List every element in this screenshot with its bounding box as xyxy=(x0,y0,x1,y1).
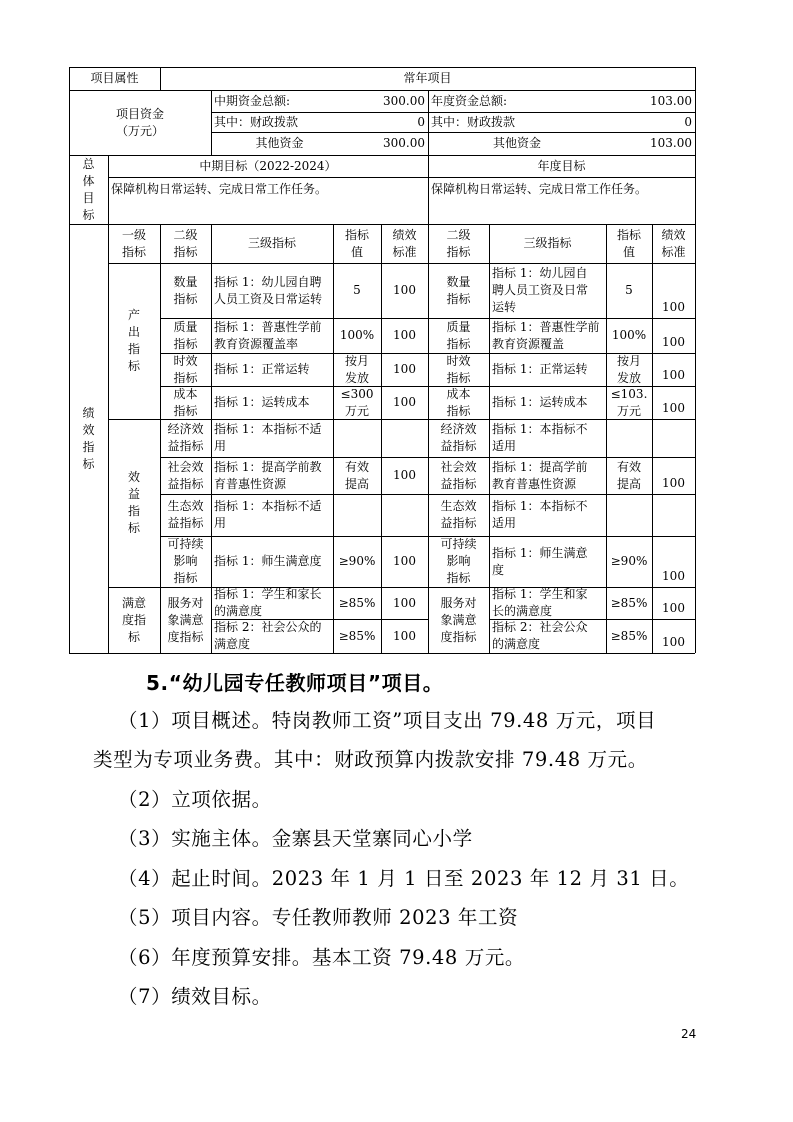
header-year-level3: 三级指标 xyxy=(523,236,572,250)
year-standard: 100 xyxy=(662,601,685,615)
cell-line: 经济效 xyxy=(167,422,204,436)
year-finance-value: 0 xyxy=(684,114,692,129)
mid-other-label: 其他资金 xyxy=(255,136,304,150)
year-standard: 100 xyxy=(662,401,685,415)
paragraph-5: （5）项目内容。专任教师教师 2023 年工资 xyxy=(118,906,519,929)
year-indicator-value: 100% xyxy=(611,328,647,342)
cell-line: 可持续 xyxy=(167,537,204,551)
mid-level2 xyxy=(160,536,211,587)
mid-standard xyxy=(381,494,428,536)
cell-line: 标 xyxy=(82,207,95,222)
year-standard: 100 xyxy=(662,335,685,349)
mid-indicator-value: 100% xyxy=(339,328,375,342)
cell-line: 提高 xyxy=(344,476,369,491)
mid-indicator-value xyxy=(333,494,381,536)
cell-line: 象满意 xyxy=(167,612,204,627)
group-satisfaction xyxy=(108,587,160,653)
paragraph-7: （7）绩效目标。 xyxy=(118,985,272,1008)
header-level1 xyxy=(108,224,160,263)
year-total-value: 103.00 xyxy=(650,93,692,108)
cell-line: 指标 xyxy=(173,571,198,585)
cell-line: 教育普惠性资源 xyxy=(492,476,577,491)
year-level3 xyxy=(489,386,606,419)
cell-line: 指标 xyxy=(446,571,471,585)
overall-goal-label xyxy=(69,155,108,224)
cell-line: 指标 1：正常运转 xyxy=(492,362,588,376)
year-level3 xyxy=(489,536,606,587)
cell-line: 万元 xyxy=(616,403,641,418)
cell-line: 总 xyxy=(82,156,95,171)
cell-line: 效 xyxy=(82,422,95,437)
group-benefit xyxy=(108,419,160,587)
cell-line: 生态效 xyxy=(167,499,204,513)
cell-line: 出 xyxy=(127,325,140,339)
year-standard: 100 xyxy=(662,300,685,314)
year-finance-label: 其中：财政拨款 xyxy=(431,114,516,129)
cell-line: 的满意度 xyxy=(492,637,541,651)
mid-level2 xyxy=(160,494,211,536)
cell-line: 益 xyxy=(127,487,140,501)
cell-line: 指标 1：提高学前教 xyxy=(214,459,322,474)
section-heading: 5.“幼儿园专任教师项目”项目。 xyxy=(146,671,444,695)
cell-line: 效 xyxy=(127,470,140,484)
mid-level3 xyxy=(211,386,333,419)
project-attribute-label: 项目属性 xyxy=(90,71,139,85)
mid-standard: 100 xyxy=(393,362,416,376)
cell-line: 产 xyxy=(127,308,140,322)
mid-level3 xyxy=(211,536,333,587)
cell-line: 值 xyxy=(622,244,635,259)
mid-indicator-value xyxy=(333,419,381,457)
cell-line: 益指标 xyxy=(440,516,477,530)
cell-line: 指标 xyxy=(173,370,198,385)
mid-indicator-value: ≥85% xyxy=(338,628,376,643)
cell-line: 标 xyxy=(127,359,140,373)
cell-line: 发放 xyxy=(344,370,369,385)
paragraph-3: （3）实施主体。金寨县天堂寨同心小学 xyxy=(118,827,473,850)
year-indicator-value xyxy=(606,353,652,386)
cell-line: 益指标 xyxy=(167,439,204,453)
cell-line: 指标 1：本指标不适 xyxy=(214,422,322,436)
cell-line: 指标 2：社会公众 xyxy=(492,620,588,634)
year-standard: 100 xyxy=(662,476,685,490)
cell-line: 用 xyxy=(214,516,227,530)
page-number: 24 xyxy=(681,1027,697,1041)
cell-line: 象满意 xyxy=(440,612,477,627)
cell-line: 绩 xyxy=(82,405,95,420)
year-level2 xyxy=(428,353,489,386)
mid-other-value: 300.00 xyxy=(383,136,425,150)
cell-line: 生态效 xyxy=(440,499,477,513)
cell-line: 指标 1：幼儿园自聘 xyxy=(214,274,322,289)
cell-line: 万元 xyxy=(344,403,369,418)
cell-line: 可持续 xyxy=(440,537,477,551)
mid-level3 xyxy=(211,587,333,619)
year-indicator-value xyxy=(606,419,652,457)
year-indicator-value: ≥85% xyxy=(610,595,648,610)
cell-line: 值 xyxy=(350,244,363,259)
cell-line: 指标 1：本指标不适 xyxy=(214,499,322,513)
cell-line: 体 xyxy=(82,173,95,188)
cell-line: 二级 xyxy=(173,227,198,242)
year-standard: 100 xyxy=(662,368,685,382)
cell-line: 社会效 xyxy=(167,459,204,474)
cell-line: 指标 xyxy=(173,291,198,306)
performance-label xyxy=(69,224,108,653)
table-rule xyxy=(695,67,696,653)
cell-line: 指标 xyxy=(446,403,471,418)
mid-indicator-value xyxy=(333,386,381,419)
year-other-value: 103.00 xyxy=(650,136,692,150)
mid-indicator-value: ≥85% xyxy=(338,595,376,610)
mid-total-label: 中期资金总额: xyxy=(214,93,291,108)
cell-line: 指标 1：普惠性学前 xyxy=(492,319,600,334)
year-level2 xyxy=(428,318,489,353)
cell-line: 人员工资及日常运转 xyxy=(214,291,323,306)
year-level2 xyxy=(428,494,489,536)
cell-line: 标 xyxy=(127,629,140,644)
year-level2 xyxy=(428,419,489,457)
mid-standard: 100 xyxy=(393,595,416,610)
cell-line: 指标 xyxy=(173,244,198,259)
mid-standard: 100 xyxy=(393,554,416,568)
year-level3 xyxy=(489,587,606,619)
funds-label xyxy=(69,90,211,155)
year-standard: 100 xyxy=(662,569,685,583)
year-level2 xyxy=(428,263,489,318)
year-level3 xyxy=(489,419,606,457)
cell-line: 服务对 xyxy=(167,595,204,610)
header-year-value xyxy=(606,224,652,263)
year-indicator-value xyxy=(606,457,652,494)
cell-line: 指标 1：幼儿园自 xyxy=(492,266,588,280)
year-level2 xyxy=(428,536,489,587)
cell-line: 指标 1：正常运转 xyxy=(214,362,310,376)
mid-finance-value: 0 xyxy=(417,114,425,129)
header-level3: 三级指标 xyxy=(247,236,296,250)
mid-level3 xyxy=(211,619,333,653)
cell-line: 发放 xyxy=(616,370,641,385)
cell-line: 按月 xyxy=(616,353,641,368)
mid-standard: 100 xyxy=(393,468,416,482)
cell-line: 指 xyxy=(82,439,95,454)
cell-line: 质量 xyxy=(173,319,198,334)
cell-line: 度指标 xyxy=(440,629,477,644)
mid-level2 xyxy=(160,353,211,386)
cell-line: 度指 xyxy=(121,612,146,627)
year-level2 xyxy=(428,587,489,653)
cell-line: 指 xyxy=(127,342,140,356)
cell-line: 适用 xyxy=(492,439,517,453)
mid-standard xyxy=(381,419,428,457)
mid-indicator-value xyxy=(333,457,381,494)
paragraph-4: （4）起止时间。2023 年 1 月 1 日至 2023 年 12 月 31 日。 xyxy=(118,867,690,890)
cell-line: 度指标 xyxy=(167,629,204,644)
mid-standard: 100 xyxy=(393,328,416,342)
cell-line: 二级 xyxy=(446,227,471,242)
cell-line: 指标 1：普惠性学前 xyxy=(214,319,322,334)
paragraph-2: （2）立项依据。 xyxy=(118,788,272,811)
mid-level3 xyxy=(211,419,333,457)
cell-line: 运转 xyxy=(492,300,517,314)
year-total-label: 年度资金总额: xyxy=(431,93,508,108)
year-other-label: 其他资金 xyxy=(492,136,541,150)
mid-indicator-value: 5 xyxy=(353,283,361,297)
paragraph-1b: 类型为专项业务费。其中：财政预算内拨款安排 79.48 万元。 xyxy=(93,748,648,771)
cell-line: 项目资金 xyxy=(115,106,164,121)
cell-line: 育普惠性资源 xyxy=(214,476,287,491)
year-goal-text: 保障机构日常运转、完成日常工作任务。 xyxy=(431,182,648,196)
cell-line: 标准 xyxy=(661,244,686,259)
header-level2 xyxy=(160,224,211,263)
cell-line: 影响 xyxy=(173,554,198,568)
year-standard xyxy=(652,494,695,536)
mid-level2 xyxy=(160,419,211,457)
header-year-level2 xyxy=(428,224,489,263)
cell-line: 绩效 xyxy=(392,227,417,242)
cell-line: 有效 xyxy=(344,459,369,474)
cell-line: 提高 xyxy=(616,476,641,491)
mid-standard: 100 xyxy=(393,283,416,297)
cell-line: 指标 1：提高学前 xyxy=(492,459,588,474)
cell-line: 时效 xyxy=(173,353,198,368)
year-level2 xyxy=(428,457,489,494)
cell-line: 指标 xyxy=(616,227,641,242)
year-indicator-value xyxy=(606,494,652,536)
mid-indicator-value xyxy=(333,353,381,386)
mid-indicator-value: ≥90% xyxy=(338,554,376,568)
year-level3 xyxy=(489,457,606,494)
cell-line: 益指标 xyxy=(440,476,477,491)
mid-level2 xyxy=(160,263,211,318)
cell-line: 益指标 xyxy=(440,439,477,453)
mid-level3 xyxy=(211,494,333,536)
year-level3 xyxy=(489,619,606,653)
year-level3 xyxy=(489,353,606,386)
cell-line: 指标 1：本指标不 xyxy=(492,499,588,513)
cell-line: 标 xyxy=(82,456,95,471)
mid-level2 xyxy=(160,587,211,653)
mid-level2 xyxy=(160,318,211,353)
cell-line: 指标 1：学生和家长 xyxy=(214,587,322,601)
table-rule xyxy=(69,653,695,654)
cell-line: 成本 xyxy=(173,386,198,401)
year-indicator-value: ≥85% xyxy=(610,628,648,643)
cell-line: 数量 xyxy=(173,274,198,289)
cell-line: 经济效 xyxy=(440,422,477,436)
group-output xyxy=(108,263,160,419)
cell-line: 度 xyxy=(492,562,505,577)
cell-line: 指标 1：运转成本 xyxy=(214,395,310,409)
mid-standard: 100 xyxy=(393,628,416,643)
mid-goal-text: 保障机构日常运转、完成日常工作任务。 xyxy=(111,182,328,196)
cell-line: 服务对 xyxy=(440,595,477,610)
year-level2 xyxy=(428,386,489,419)
cell-line: 聘人员工资及日常 xyxy=(492,283,589,297)
cell-line: 指标 xyxy=(446,244,471,259)
cell-line: 益指标 xyxy=(167,516,204,530)
mid-finance-label: 其中：财政拨款 xyxy=(214,114,299,129)
cell-line: 指标 1：学生和家 xyxy=(492,587,588,601)
year-level3 xyxy=(489,494,606,536)
cell-line: 指标 1：本指标不 xyxy=(492,422,588,436)
cell-line: ≤103. xyxy=(610,386,648,401)
cell-line: 指标 xyxy=(446,336,471,351)
cell-line: 标 xyxy=(127,521,140,535)
mid-level3 xyxy=(211,263,333,318)
header-standard xyxy=(381,224,428,263)
cell-line: 益指标 xyxy=(167,476,204,491)
year-goal-header: 年度目标 xyxy=(537,158,586,173)
mid-level2 xyxy=(160,386,211,419)
cell-line: 按月 xyxy=(344,353,369,368)
cell-line: 指标 xyxy=(446,291,471,306)
year-indicator-value: 5 xyxy=(625,283,633,297)
cell-line: 指标 xyxy=(446,370,471,385)
cell-line: 绩效 xyxy=(661,227,686,242)
cell-line: 指 xyxy=(127,504,140,518)
cell-line: 教育资源覆盖率 xyxy=(214,336,299,351)
cell-line: 满意 xyxy=(121,595,146,610)
cell-line: 指标 1：师生满意度 xyxy=(214,554,322,568)
header-year-standard xyxy=(652,224,695,263)
cell-line: ≤300 xyxy=(340,386,374,401)
year-standard: 100 xyxy=(662,635,685,649)
cell-line: 适用 xyxy=(492,516,517,530)
paragraph-6: （6）年度预算安排。基本工资 79.48 万元。 xyxy=(118,946,526,969)
cell-line: 指标 2：社会公众的 xyxy=(214,620,322,634)
cell-line: 长的满意度 xyxy=(492,604,553,618)
paragraph-1a: （1）项目概述。特岗教师工资”项目支出 79.48 万元，项目 xyxy=(118,709,657,732)
cell-line: 用 xyxy=(214,439,227,453)
mid-level3 xyxy=(211,457,333,494)
cell-line: 有效 xyxy=(616,459,641,474)
cell-line: 教育资源覆盖 xyxy=(492,336,565,351)
year-standard xyxy=(652,419,695,457)
mid-standard: 100 xyxy=(393,395,416,409)
year-indicator-value: ≥90% xyxy=(610,554,648,568)
year-level3 xyxy=(489,263,606,318)
cell-line: 一级 xyxy=(121,227,146,242)
mid-level2 xyxy=(160,457,211,494)
cell-line: 社会效 xyxy=(440,459,477,474)
cell-line: 目 xyxy=(82,190,95,205)
cell-line: 时效 xyxy=(446,353,471,368)
year-level3 xyxy=(489,318,606,353)
cell-line: 指标 xyxy=(173,403,198,418)
cell-line: 成本 xyxy=(446,386,471,401)
mid-level3 xyxy=(211,318,333,353)
cell-line: 影响 xyxy=(446,554,471,568)
cell-line: 指标 1：师生满意 xyxy=(492,545,588,560)
cell-line: 的满意度 xyxy=(214,604,263,618)
cell-line: 指标 xyxy=(344,227,369,242)
cell-line: 质量 xyxy=(446,319,471,334)
mid-goal-header: 中期目标（2022-2024） xyxy=(199,158,337,173)
cell-line: （万元） xyxy=(115,123,164,138)
cell-line: 指标 xyxy=(121,244,146,259)
cell-line: 标准 xyxy=(392,244,417,259)
cell-line: 指标 1：运转成本 xyxy=(492,395,588,409)
year-indicator-value xyxy=(606,386,652,419)
cell-line: 指标 xyxy=(173,336,198,351)
cell-line: 数量 xyxy=(446,274,471,289)
project-attribute-value: 常年项目 xyxy=(403,71,452,85)
cell-line: 满意度 xyxy=(214,637,251,651)
mid-level3 xyxy=(211,353,333,386)
mid-total-value: 300.00 xyxy=(383,93,425,108)
header-value xyxy=(333,224,381,263)
